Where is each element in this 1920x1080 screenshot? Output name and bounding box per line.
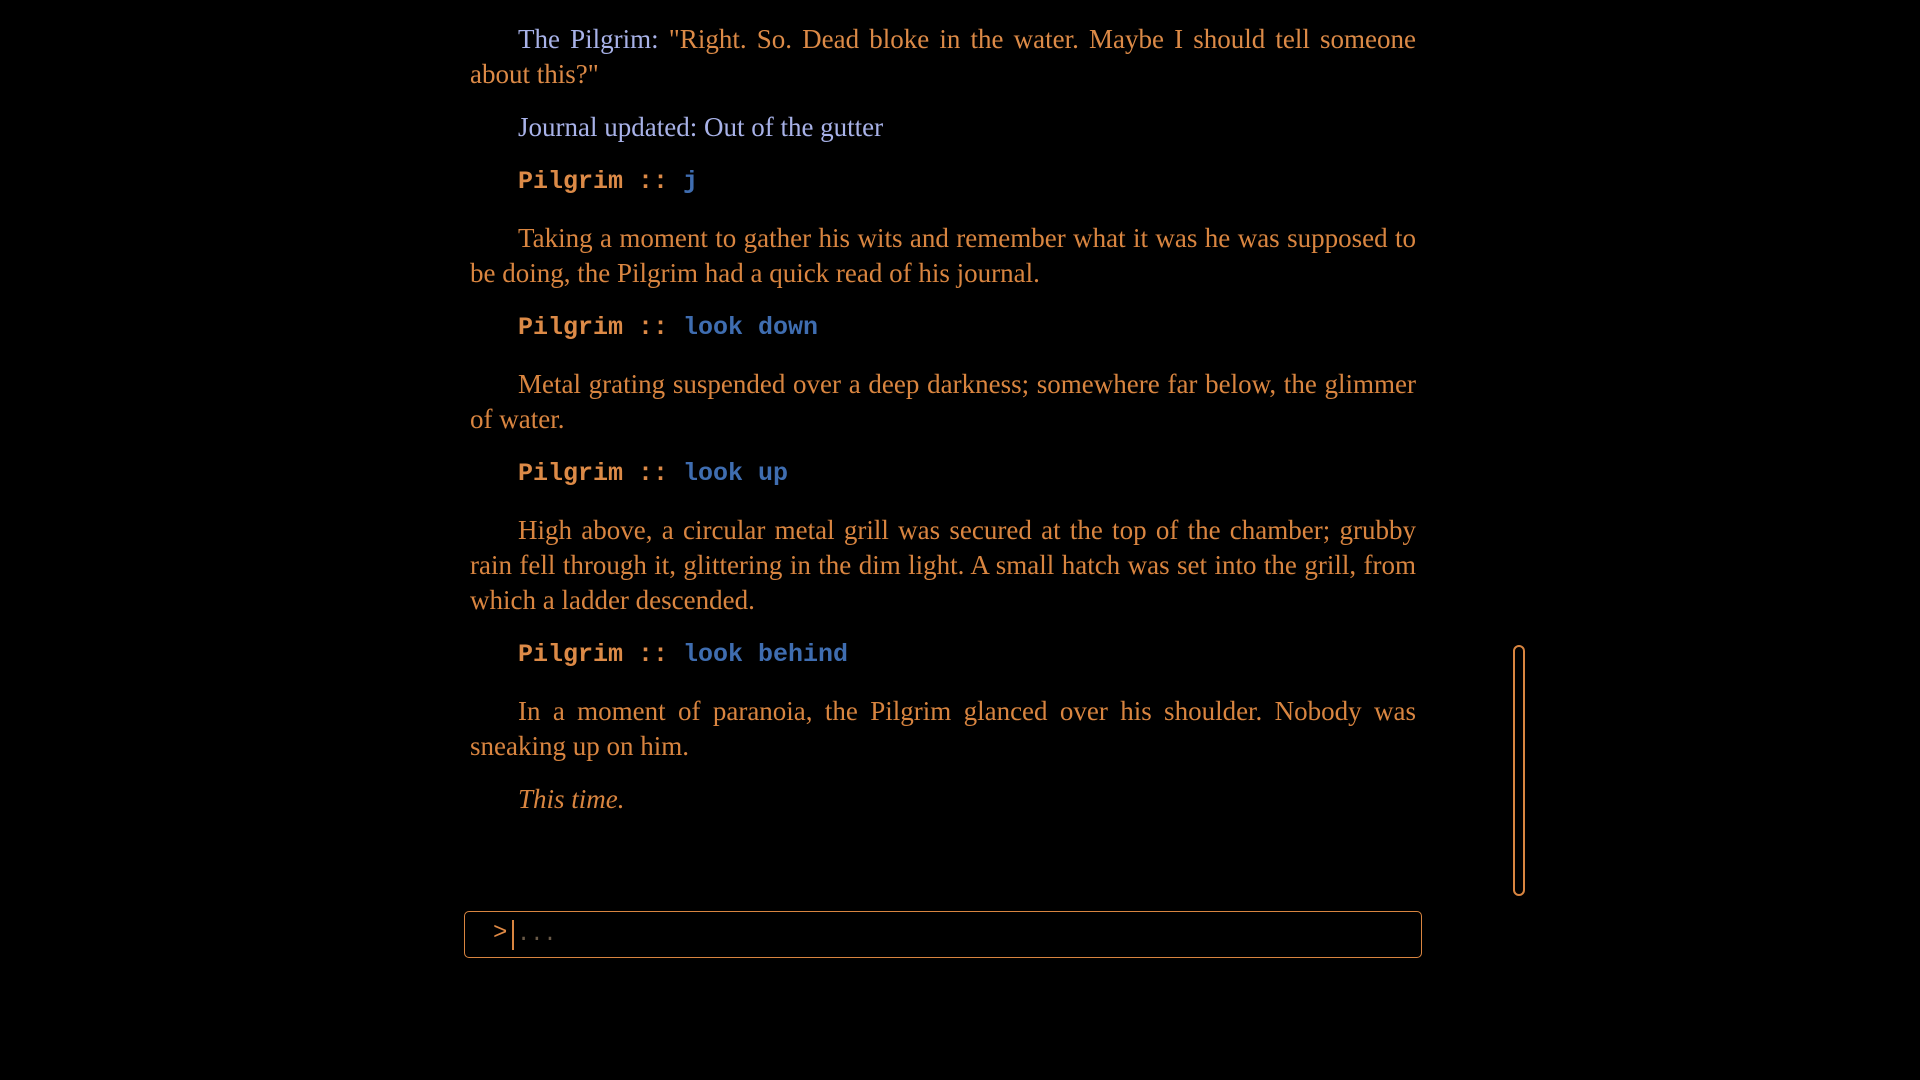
command-line (470, 455, 1416, 493)
command-text: look up (683, 459, 789, 488)
scrollbar-thumb[interactable] (1513, 645, 1525, 896)
command-input-box[interactable] (464, 911, 1422, 958)
command-prompt: Pilgrim :: (518, 459, 684, 488)
journal-update: Journal updated: Out of the gutter (518, 112, 884, 142)
command-line (470, 163, 1416, 201)
command-input[interactable] (517, 917, 1397, 951)
prompt-symbol: > (493, 920, 508, 947)
narration-paragraph: High above, a circular metal grill was secured at the top of the chamber; grubby rain fell through it, glittering in the dim light. A small hatch was set into the grill, from which a ladder descended. (470, 515, 1416, 615)
command-line (470, 636, 1416, 674)
narration-paragraph: Taking a moment to gather his wits and remember what it was he was supposed to be doing, the Pilgrim had a quick read of his journal. (470, 223, 1416, 288)
text-cursor (512, 920, 514, 950)
speech-text: "Right. So. Dead bloke in the water. Maybe I should tell someone about this?" (470, 24, 1416, 89)
command-text: look behind (683, 640, 849, 669)
command-prompt: Pilgrim :: (518, 640, 684, 669)
transcript-log (470, 22, 1416, 835)
command-text: j (683, 167, 699, 196)
command-text: look down (683, 313, 819, 342)
italic-aside: This time. (518, 784, 625, 814)
speaker-name: The Pilgrim: (518, 24, 659, 54)
speech-line (470, 22, 1416, 92)
command-prompt: Pilgrim :: (518, 167, 684, 196)
narration-paragraph: Metal grating suspended over a deep darkness; somewhere far below, the glimmer of water. (470, 369, 1416, 434)
command-prompt: Pilgrim :: (518, 313, 684, 342)
narration-paragraph: In a moment of paranoia, the Pilgrim glanced over his shoulder. Nobody was sneaking up on him. (470, 696, 1416, 761)
command-line (470, 309, 1416, 347)
